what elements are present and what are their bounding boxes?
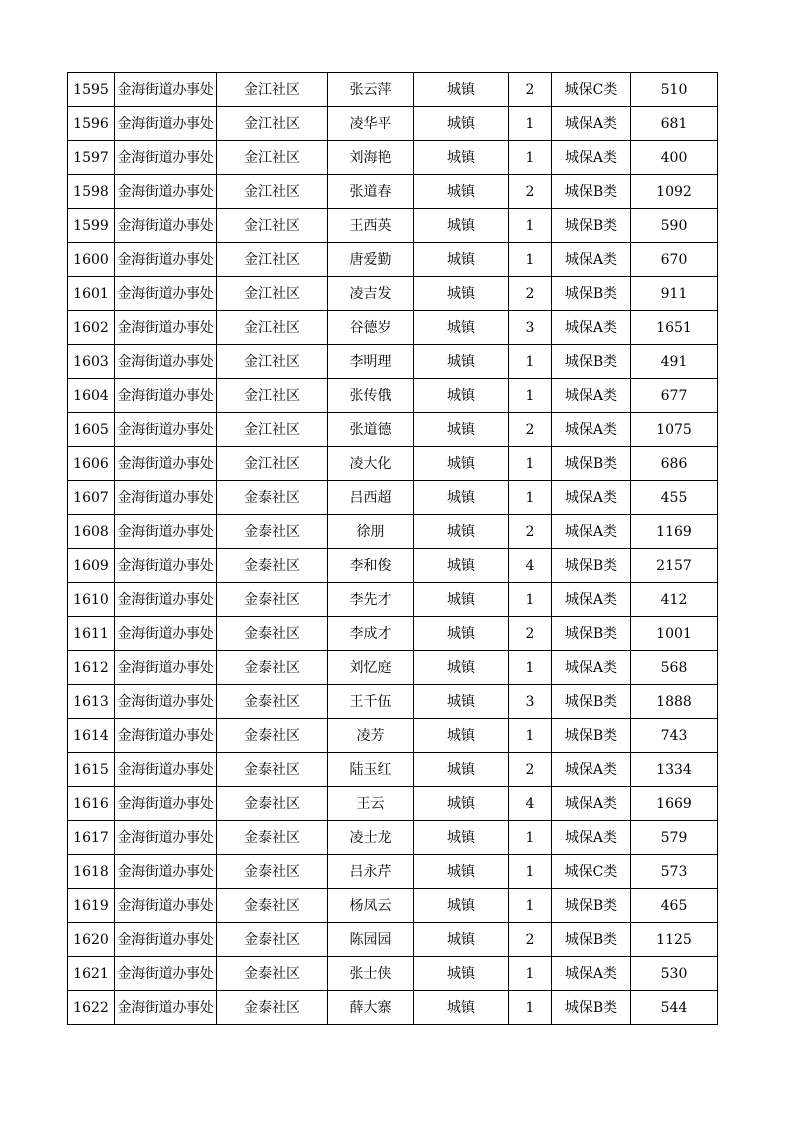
row-number-cell: 1603 — [68, 345, 115, 379]
office-cell: 金海街道办事处 — [115, 923, 217, 957]
person-name-cell: 凌大化 — [328, 447, 414, 481]
person-name-cell: 徐朋 — [328, 515, 414, 549]
table-row — [68, 175, 718, 209]
amount-cell: 412 — [631, 583, 718, 617]
household-size-cell: 1 — [509, 719, 552, 753]
area-type-cell: 城镇 — [414, 855, 509, 889]
row-number-cell: 1608 — [68, 515, 115, 549]
community-cell: 金江社区 — [217, 73, 328, 107]
row-number-cell: 1614 — [68, 719, 115, 753]
office-cell: 金海街道办事处 — [115, 481, 217, 515]
community-cell: 金江社区 — [217, 447, 328, 481]
amount-cell: 510 — [631, 73, 718, 107]
table-row — [68, 583, 718, 617]
office-cell: 金海街道办事处 — [115, 787, 217, 821]
area-type-cell: 城镇 — [414, 107, 509, 141]
person-name-cell: 陈园园 — [328, 923, 414, 957]
row-number-cell: 1601 — [68, 277, 115, 311]
office-cell: 金海街道办事处 — [115, 821, 217, 855]
amount-cell: 911 — [631, 277, 718, 311]
person-name-cell: 凌芳 — [328, 719, 414, 753]
row-number-cell: 1609 — [68, 549, 115, 583]
person-name-cell: 吕永芹 — [328, 855, 414, 889]
insurance-category-cell: 城保B类 — [552, 719, 631, 753]
person-name-cell: 凌士龙 — [328, 821, 414, 855]
household-size-cell: 2 — [509, 73, 552, 107]
person-name-cell: 吕西超 — [328, 481, 414, 515]
household-size-cell: 1 — [509, 583, 552, 617]
community-cell: 金江社区 — [217, 413, 328, 447]
person-name-cell: 凌吉发 — [328, 277, 414, 311]
row-number-cell: 1605 — [68, 413, 115, 447]
area-type-cell: 城镇 — [414, 685, 509, 719]
community-cell: 金泰社区 — [217, 685, 328, 719]
household-size-cell: 2 — [509, 413, 552, 447]
household-size-cell: 1 — [509, 141, 552, 175]
office-cell: 金海街道办事处 — [115, 991, 217, 1025]
row-number-cell: 1616 — [68, 787, 115, 821]
household-size-cell: 2 — [509, 515, 552, 549]
amount-cell: 568 — [631, 651, 718, 685]
person-name-cell: 李先才 — [328, 583, 414, 617]
insurance-category-cell: 城保B类 — [552, 209, 631, 243]
office-cell: 金海街道办事处 — [115, 73, 217, 107]
table-row — [68, 549, 718, 583]
amount-cell: 1651 — [631, 311, 718, 345]
table-row — [68, 923, 718, 957]
community-cell: 金泰社区 — [217, 583, 328, 617]
table-row — [68, 447, 718, 481]
row-number-cell: 1610 — [68, 583, 115, 617]
insurance-category-cell: 城保A类 — [552, 107, 631, 141]
row-number-cell: 1618 — [68, 855, 115, 889]
amount-cell: 573 — [631, 855, 718, 889]
area-type-cell: 城镇 — [414, 345, 509, 379]
roster-table — [67, 72, 718, 1025]
office-cell: 金海街道办事处 — [115, 175, 217, 209]
household-size-cell: 1 — [509, 447, 552, 481]
amount-cell: 743 — [631, 719, 718, 753]
row-number-cell: 1620 — [68, 923, 115, 957]
community-cell: 金泰社区 — [217, 651, 328, 685]
community-cell: 金泰社区 — [217, 549, 328, 583]
area-type-cell: 城镇 — [414, 889, 509, 923]
person-name-cell: 李明理 — [328, 345, 414, 379]
office-cell: 金海街道办事处 — [115, 413, 217, 447]
amount-cell: 465 — [631, 889, 718, 923]
table-row — [68, 685, 718, 719]
insurance-category-cell: 城保A类 — [552, 243, 631, 277]
roster-body — [68, 73, 718, 1025]
household-size-cell: 2 — [509, 923, 552, 957]
amount-cell: 1334 — [631, 753, 718, 787]
household-size-cell: 1 — [509, 651, 552, 685]
area-type-cell: 城镇 — [414, 651, 509, 685]
insurance-category-cell: 城保A类 — [552, 311, 631, 345]
person-name-cell: 张道春 — [328, 175, 414, 209]
office-cell: 金海街道办事处 — [115, 515, 217, 549]
amount-cell: 400 — [631, 141, 718, 175]
office-cell: 金海街道办事处 — [115, 685, 217, 719]
office-cell: 金海街道办事处 — [115, 243, 217, 277]
area-type-cell: 城镇 — [414, 991, 509, 1025]
household-size-cell: 1 — [509, 345, 552, 379]
person-name-cell: 唐爱勤 — [328, 243, 414, 277]
area-type-cell: 城镇 — [414, 175, 509, 209]
person-name-cell: 薛大寨 — [328, 991, 414, 1025]
household-size-cell: 1 — [509, 821, 552, 855]
table-row — [68, 481, 718, 515]
office-cell: 金海街道办事处 — [115, 549, 217, 583]
person-name-cell: 王千伍 — [328, 685, 414, 719]
household-size-cell: 1 — [509, 889, 552, 923]
insurance-category-cell: 城保B类 — [552, 685, 631, 719]
insurance-category-cell: 城保A类 — [552, 787, 631, 821]
area-type-cell: 城镇 — [414, 549, 509, 583]
amount-cell: 579 — [631, 821, 718, 855]
amount-cell: 686 — [631, 447, 718, 481]
table-row — [68, 957, 718, 991]
area-type-cell: 城镇 — [414, 277, 509, 311]
amount-cell: 530 — [631, 957, 718, 991]
row-number-cell: 1612 — [68, 651, 115, 685]
community-cell: 金江社区 — [217, 311, 328, 345]
table-row — [68, 753, 718, 787]
insurance-category-cell: 城保A类 — [552, 413, 631, 447]
household-size-cell: 3 — [509, 685, 552, 719]
community-cell: 金江社区 — [217, 243, 328, 277]
household-size-cell: 1 — [509, 481, 552, 515]
table-row — [68, 787, 718, 821]
office-cell: 金海街道办事处 — [115, 209, 217, 243]
row-number-cell: 1607 — [68, 481, 115, 515]
office-cell: 金海街道办事处 — [115, 719, 217, 753]
household-size-cell: 1 — [509, 379, 552, 413]
area-type-cell: 城镇 — [414, 957, 509, 991]
area-type-cell: 城镇 — [414, 583, 509, 617]
table-row — [68, 311, 718, 345]
office-cell: 金海街道办事处 — [115, 379, 217, 413]
amount-cell: 544 — [631, 991, 718, 1025]
household-size-cell: 1 — [509, 855, 552, 889]
area-type-cell: 城镇 — [414, 923, 509, 957]
row-number-cell: 1602 — [68, 311, 115, 345]
insurance-category-cell: 城保A类 — [552, 821, 631, 855]
amount-cell: 455 — [631, 481, 718, 515]
insurance-category-cell: 城保A类 — [552, 141, 631, 175]
office-cell: 金海街道办事处 — [115, 277, 217, 311]
household-size-cell: 1 — [509, 209, 552, 243]
table-row — [68, 209, 718, 243]
area-type-cell: 城镇 — [414, 243, 509, 277]
table-row — [68, 277, 718, 311]
person-name-cell: 王云 — [328, 787, 414, 821]
table-row — [68, 719, 718, 753]
person-name-cell: 王西英 — [328, 209, 414, 243]
community-cell: 金泰社区 — [217, 923, 328, 957]
insurance-category-cell: 城保B类 — [552, 175, 631, 209]
amount-cell: 1888 — [631, 685, 718, 719]
amount-cell: 1125 — [631, 923, 718, 957]
office-cell: 金海街道办事处 — [115, 753, 217, 787]
insurance-category-cell: 城保A类 — [552, 481, 631, 515]
row-number-cell: 1595 — [68, 73, 115, 107]
office-cell: 金海街道办事处 — [115, 141, 217, 175]
community-cell: 金江社区 — [217, 379, 328, 413]
community-cell: 金江社区 — [217, 345, 328, 379]
row-number-cell: 1604 — [68, 379, 115, 413]
amount-cell: 1001 — [631, 617, 718, 651]
household-size-cell: 4 — [509, 549, 552, 583]
area-type-cell: 城镇 — [414, 719, 509, 753]
row-number-cell: 1606 — [68, 447, 115, 481]
person-name-cell: 张云萍 — [328, 73, 414, 107]
community-cell: 金泰社区 — [217, 889, 328, 923]
person-name-cell: 凌华平 — [328, 107, 414, 141]
community-cell: 金泰社区 — [217, 617, 328, 651]
table-row — [68, 413, 718, 447]
table-row — [68, 73, 718, 107]
office-cell: 金海街道办事处 — [115, 311, 217, 345]
area-type-cell: 城镇 — [414, 447, 509, 481]
table-row — [68, 617, 718, 651]
insurance-category-cell: 城保B类 — [552, 549, 631, 583]
community-cell: 金泰社区 — [217, 957, 328, 991]
household-size-cell: 1 — [509, 107, 552, 141]
community-cell: 金泰社区 — [217, 481, 328, 515]
community-cell: 金江社区 — [217, 175, 328, 209]
person-name-cell: 刘海艳 — [328, 141, 414, 175]
office-cell: 金海街道办事处 — [115, 617, 217, 651]
household-size-cell: 4 — [509, 787, 552, 821]
amount-cell: 1092 — [631, 175, 718, 209]
office-cell: 金海街道办事处 — [115, 957, 217, 991]
area-type-cell: 城镇 — [414, 379, 509, 413]
table-row — [68, 345, 718, 379]
community-cell: 金江社区 — [217, 141, 328, 175]
row-number-cell: 1622 — [68, 991, 115, 1025]
area-type-cell: 城镇 — [414, 787, 509, 821]
amount-cell: 590 — [631, 209, 718, 243]
row-number-cell: 1615 — [68, 753, 115, 787]
office-cell: 金海街道办事处 — [115, 651, 217, 685]
table-row — [68, 821, 718, 855]
insurance-category-cell: 城保C类 — [552, 855, 631, 889]
insurance-category-cell: 城保B类 — [552, 447, 631, 481]
community-cell: 金泰社区 — [217, 821, 328, 855]
area-type-cell: 城镇 — [414, 311, 509, 345]
community-cell: 金泰社区 — [217, 787, 328, 821]
insurance-category-cell: 城保A类 — [552, 753, 631, 787]
household-size-cell: 1 — [509, 243, 552, 277]
table-row — [68, 107, 718, 141]
row-number-cell: 1597 — [68, 141, 115, 175]
insurance-category-cell: 城保A类 — [552, 651, 631, 685]
amount-cell: 1075 — [631, 413, 718, 447]
community-cell: 金江社区 — [217, 107, 328, 141]
table-row — [68, 515, 718, 549]
community-cell: 金江社区 — [217, 209, 328, 243]
community-cell: 金泰社区 — [217, 719, 328, 753]
community-cell: 金泰社区 — [217, 991, 328, 1025]
insurance-category-cell: 城保B类 — [552, 617, 631, 651]
table-row — [68, 651, 718, 685]
insurance-category-cell: 城保B类 — [552, 889, 631, 923]
row-number-cell: 1598 — [68, 175, 115, 209]
insurance-category-cell: 城保A类 — [552, 957, 631, 991]
area-type-cell: 城镇 — [414, 413, 509, 447]
amount-cell: 1669 — [631, 787, 718, 821]
table-row — [68, 855, 718, 889]
household-size-cell: 2 — [509, 617, 552, 651]
community-cell: 金江社区 — [217, 277, 328, 311]
office-cell: 金海街道办事处 — [115, 583, 217, 617]
amount-cell: 670 — [631, 243, 718, 277]
area-type-cell: 城镇 — [414, 481, 509, 515]
office-cell: 金海街道办事处 — [115, 345, 217, 379]
amount-cell: 1169 — [631, 515, 718, 549]
insurance-category-cell: 城保A类 — [552, 379, 631, 413]
insurance-category-cell: 城保B类 — [552, 923, 631, 957]
insurance-category-cell: 城保C类 — [552, 73, 631, 107]
table-row — [68, 141, 718, 175]
community-cell: 金泰社区 — [217, 855, 328, 889]
person-name-cell: 张传俄 — [328, 379, 414, 413]
person-name-cell: 刘忆庭 — [328, 651, 414, 685]
area-type-cell: 城镇 — [414, 821, 509, 855]
insurance-category-cell: 城保B类 — [552, 277, 631, 311]
table-row — [68, 379, 718, 413]
household-size-cell: 2 — [509, 753, 552, 787]
household-size-cell: 2 — [509, 175, 552, 209]
community-cell: 金泰社区 — [217, 753, 328, 787]
person-name-cell: 张士侠 — [328, 957, 414, 991]
row-number-cell: 1621 — [68, 957, 115, 991]
insurance-category-cell: 城保B类 — [552, 345, 631, 379]
amount-cell: 677 — [631, 379, 718, 413]
person-name-cell: 李和俊 — [328, 549, 414, 583]
amount-cell: 681 — [631, 107, 718, 141]
insurance-category-cell: 城保B类 — [552, 991, 631, 1025]
person-name-cell: 陆玉红 — [328, 753, 414, 787]
insurance-category-cell: 城保A类 — [552, 515, 631, 549]
household-size-cell: 2 — [509, 277, 552, 311]
table-row — [68, 991, 718, 1025]
office-cell: 金海街道办事处 — [115, 107, 217, 141]
area-type-cell: 城镇 — [414, 209, 509, 243]
person-name-cell: 张道德 — [328, 413, 414, 447]
community-cell: 金泰社区 — [217, 515, 328, 549]
office-cell: 金海街道办事处 — [115, 447, 217, 481]
area-type-cell: 城镇 — [414, 141, 509, 175]
row-number-cell: 1613 — [68, 685, 115, 719]
amount-cell: 491 — [631, 345, 718, 379]
area-type-cell: 城镇 — [414, 753, 509, 787]
person-name-cell: 李成才 — [328, 617, 414, 651]
row-number-cell: 1611 — [68, 617, 115, 651]
row-number-cell: 1617 — [68, 821, 115, 855]
area-type-cell: 城镇 — [414, 73, 509, 107]
row-number-cell: 1596 — [68, 107, 115, 141]
row-number-cell: 1599 — [68, 209, 115, 243]
row-number-cell: 1619 — [68, 889, 115, 923]
office-cell: 金海街道办事处 — [115, 889, 217, 923]
person-name-cell: 杨凤云 — [328, 889, 414, 923]
area-type-cell: 城镇 — [414, 617, 509, 651]
table-row — [68, 889, 718, 923]
row-number-cell: 1600 — [68, 243, 115, 277]
household-size-cell: 3 — [509, 311, 552, 345]
office-cell: 金海街道办事处 — [115, 855, 217, 889]
household-size-cell: 1 — [509, 957, 552, 991]
household-size-cell: 1 — [509, 991, 552, 1025]
amount-cell: 2157 — [631, 549, 718, 583]
person-name-cell: 谷德岁 — [328, 311, 414, 345]
table-row — [68, 243, 718, 277]
area-type-cell: 城镇 — [414, 515, 509, 549]
insurance-category-cell: 城保A类 — [552, 583, 631, 617]
